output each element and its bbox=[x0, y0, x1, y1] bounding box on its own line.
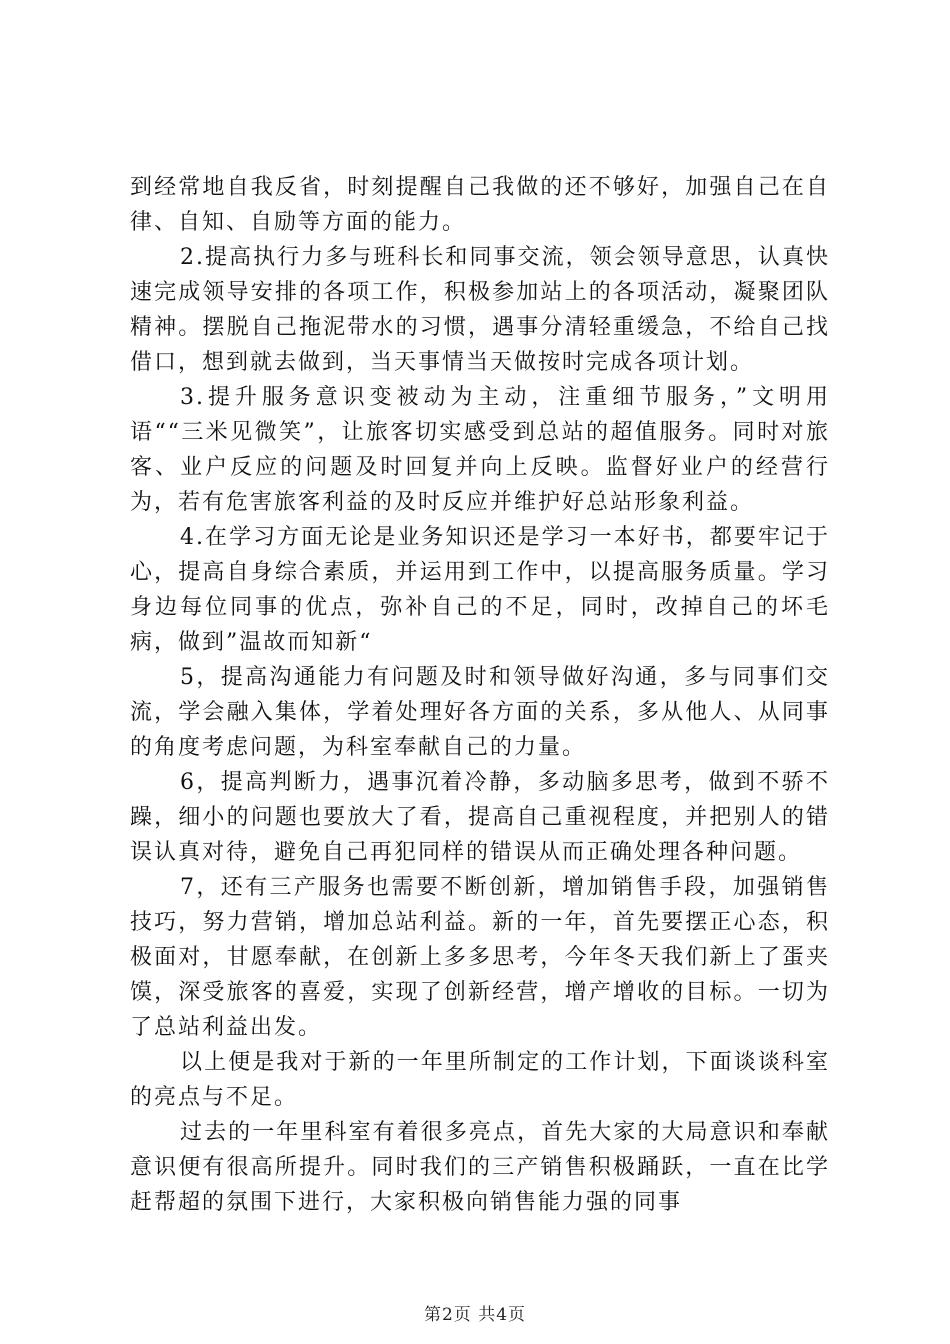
paragraph-summary: 以上便是我对于新的一年里所制定的工作计划，下面谈谈科室的亮点与不足。 bbox=[130, 1050, 830, 1110]
document-body bbox=[130, 170, 830, 1220]
paragraph-continuation: 到经常地自我反省，时刻提醒自己我做的还不够好，加强自己在自律、自知、自励等方面的能力。 bbox=[130, 175, 830, 235]
page-number-footer: 第2页 共4页 bbox=[423, 1305, 527, 1325]
paragraph-item-4: 4.在学习方面无论是业务知识还是学习一本好书，都要牢记于心，提高自身综合素质，并运用到工作中，以提高服务质量。学习身边每位同事的优点，弥补自己的不足，同时，改掉自己的坏毛病，做到”温故而知新“ bbox=[130, 525, 830, 655]
paragraph-item-3: 3.提升服务意识变被动为主动，注重细节服务，”文明用语““三米见微笑”，让旅客切实感受到总站的超值服务。同时对旅客、业户反应的问题及时回复并向上反映。监督好业户的经营行为，若有危害旅客利益的及时反应并维护好总站形象利益。 bbox=[130, 385, 830, 515]
paragraph-item-7: 7，还有三产服务也需要不断创新，增加销售手段，加强销售技巧，努力营销，增加总站利益。新的一年，首先要摆正心态，积极面对，甘愿奉献，在创新上多多思考，今年冬天我们新上了蛋夹馍，深受旅客的喜爱，实现了创新经营，增产增收的目标。一切为了总站利益出发。 bbox=[130, 875, 830, 1040]
paragraph-highlights: 过去的一年里科室有着很多亮点，首先大家的大局意识和奉献意识便有很高所提升。同时我们的三产销售积极踊跃，一直在比学赶帮超的氛围下进行，大家积极向销售能力强的同事 bbox=[130, 1120, 830, 1215]
paragraph-item-2: 2.提高执行力多与班科长和同事交流，领会领导意思，认真快速完成领导安排的各项工作，积极参加站上的各项活动，凝聚团队精神。摆脱自己拖泥带水的习惯，遇事分清轻重缓急，不给自己找借口，想到就去做到，当天事情当天做按时完成各项计划。 bbox=[130, 245, 830, 375]
paragraph-item-6: 6，提高判断力，遇事沉着冷静，多动脑多思考，做到不骄不躁，细小的问题也要放大了看，提高自己重视程度，并把别人的错误认真对待，避免自己再犯同样的错误从而正确处理各种问题。 bbox=[130, 770, 830, 865]
paragraph-item-5: 5，提高沟通能力有问题及时和领导做好沟通，多与同事们交流，学会融入集体，学着处理好各方面的关系，多从他人、从同事的角度考虑问题，为科室奉献自己的力量。 bbox=[130, 665, 830, 760]
